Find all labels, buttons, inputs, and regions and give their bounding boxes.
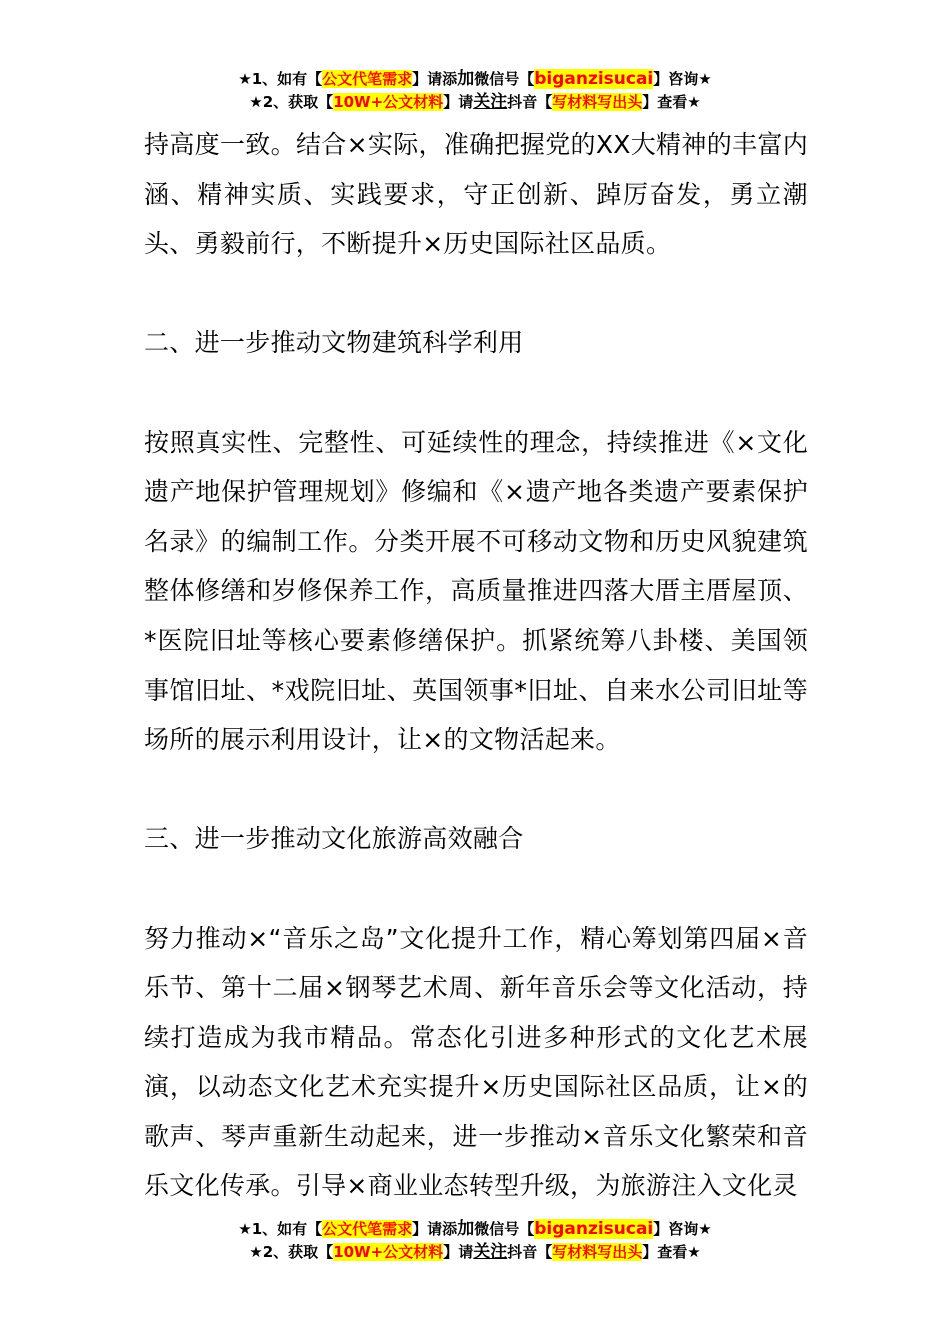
banner-text: 】请添 xyxy=(412,70,458,88)
banner-text: 】请添 xyxy=(412,1220,458,1238)
banner-douyin-name: 写材料写出头 xyxy=(552,1243,643,1261)
banner-text: ★1、如有【 xyxy=(238,70,323,88)
banner-text: 】查看★ xyxy=(642,93,701,111)
section-heading: 三、进一步推动文化旅游高效融合 xyxy=(144,824,524,854)
banner-text: ★1、如有【 xyxy=(238,1220,323,1238)
paragraph: 按照真实性、完整性、可延续性的理念，持续推进《×文化遗产地保护管理规划》修编和《×遗产地各类遗产要素保护名录》的编制工作。分类开展不可移动文物和历史风貌建筑整体修缮和岁修保养工作，高质量推进四落大厝主厝屋顶、*医院旧址等核心要素修缮保护。抓紧统筹八卦楼、美国领事馆旧址、*戏院旧址、英国领事*旧址、自来水公司旧址等场所的展示利用设计，让×的文物活起来。 xyxy=(144,427,808,755)
banner-text: 】请 xyxy=(443,93,474,111)
banner-text: ★2、获取【 xyxy=(249,93,334,111)
banner-line-2 xyxy=(0,91,950,114)
header-banner xyxy=(0,68,950,114)
banner-text: 抖音【 xyxy=(507,93,553,111)
banner-highlight: 公文代笔需求 xyxy=(322,70,413,88)
banner-line-1 xyxy=(0,1218,950,1241)
footer-banner xyxy=(0,1218,950,1264)
banner-text: 微信号【 xyxy=(474,1220,535,1238)
banner-text: 加 xyxy=(457,69,475,89)
paragraph: 持高度一致。结合×实际，准确把握党的XX大精神的丰富内涵、精神实质、实践要求，守正创新、踔厉奋发，勇立潮头、勇毅前行，不断提升×历史国际社区品质。 xyxy=(144,130,808,259)
document-body xyxy=(144,120,808,1211)
banner-douyin-name: 写材料写出头 xyxy=(552,93,643,111)
section-heading: 二、进一步推动文物建筑科学利用 xyxy=(144,328,524,358)
banner-text: 关注 xyxy=(473,92,508,112)
banner-text: 抖音【 xyxy=(507,1243,553,1261)
banner-text: 】查看★ xyxy=(642,1243,701,1261)
banner-highlight: 公文代笔需求 xyxy=(322,1220,413,1238)
banner-line-2 xyxy=(0,1241,950,1264)
banner-highlight: 10W+公文材料 xyxy=(333,93,444,111)
banner-text: 】咨询★ xyxy=(653,70,712,88)
paragraph: 努力推动×“音乐之岛”文化提升工作，精心筹划第四届×音乐节、第十二届×钢琴艺术周、新年音乐会等文化活动，持续打造成为我市精品。常态化引进多种形式的文化艺术展演，以动态文化艺术充实提升×历史国际社区品质，让×的歌声、琴声重新生动起来，进一步推动×音乐文化繁荣和音乐文化传承。引导×商业业态转型升级，为旅游注入文化灵 xyxy=(144,923,808,1201)
banner-wechat-id: biganzisucai xyxy=(534,69,654,89)
banner-text: 微信号【 xyxy=(474,70,535,88)
banner-text: 】咨询★ xyxy=(653,1220,712,1238)
banner-wechat-id: biganzisucai xyxy=(534,1219,654,1239)
banner-text: 加 xyxy=(457,1219,475,1239)
banner-text: 】请 xyxy=(443,1243,474,1261)
banner-text: ★2、获取【 xyxy=(249,1243,334,1261)
banner-text: 关注 xyxy=(473,1242,508,1262)
banner-line-1 xyxy=(0,68,950,91)
banner-highlight: 10W+公文材料 xyxy=(333,1243,444,1261)
